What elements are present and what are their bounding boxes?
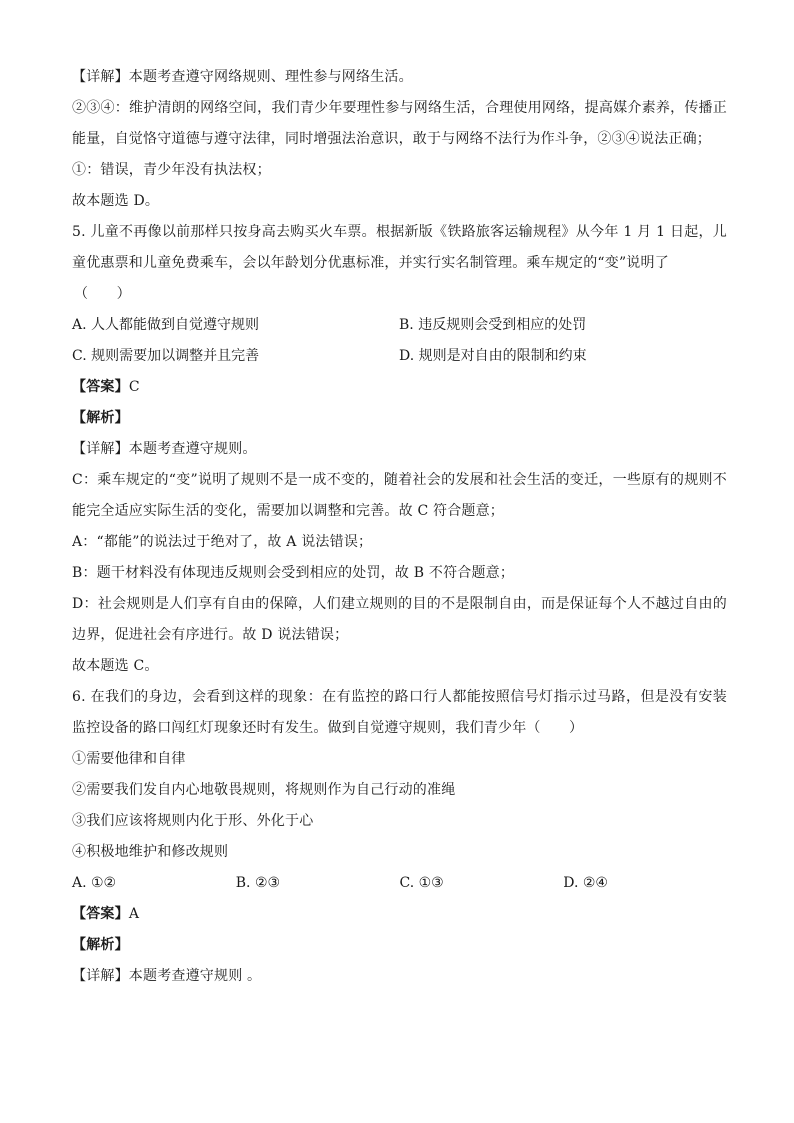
q4-analysis-para2: ①：错误，青少年没有执法权； <box>72 162 271 178</box>
q5-analysis-b: B：题干材料没有体现违反规则会受到相应的处罚，故 B 不符合题意； <box>72 565 515 581</box>
q5-option-b: B. 违反规则会受到相应的处罚 <box>399 317 587 333</box>
q6-analysis-heading <box>72 930 727 961</box>
q6-option-c: C. ①③ <box>399 875 444 891</box>
q5-option-a: A. 人人都能做到自觉遵守规则 <box>72 317 260 333</box>
q6-detail: 【详解】本题考查遵守规则 。 <box>72 968 262 984</box>
q5-conclusion: 故本题选 C。 <box>72 658 159 674</box>
q5-answer-blank: （ ） <box>74 286 131 302</box>
document-page <box>72 62 727 992</box>
q6-answer-tag: 【答案】 <box>72 906 129 922</box>
q6-stem: 6. 在我们的身边，会看到这样的现象：在有监控的路口行人都能按照信号灯指示过马路，但是没有安装监控设备的路口闯红灯现象还时有发生。做到自觉遵守规则，我们青少年（ ） <box>72 689 727 736</box>
q5-options-row-2 <box>72 341 727 372</box>
q5-analysis-heading <box>72 403 727 434</box>
q4-analysis-para1: ②③④：维护清朗的网络空间，我们青少年要理性参与网络生活，合理使用网络，提高媒介素养，传播正能量，自觉恪守道德与遵守法律，同时增强法治意识，敢于与网络不法行为作斗争，②③④说法正确； <box>72 100 727 147</box>
q5-blank <box>72 279 727 310</box>
q6-item-4: ④积极地维护和修改规则 <box>72 844 229 860</box>
q5-options-row-1 <box>72 310 727 341</box>
q6-item-3: ③我们应该将规则内化于形、外化于心 <box>72 813 314 829</box>
q6-item-1: ①需要他律和自律 <box>72 751 186 767</box>
q6-answer <box>72 899 727 930</box>
q4-conclusion: 故本题选 D。 <box>72 193 160 209</box>
q6-answer-value: A <box>128 906 140 922</box>
q5-stem: 5. 儿童不再像以前那样只按身高去购买火车票。根据新版《铁路旅客运输规程》从今年 1 月 1 日起，儿童优惠票和儿童免费乘车，会以年龄划分优惠标准，并实行实名制管理。乘车规定的“变”说明了 <box>72 224 727 271</box>
q5-option-d: D. 规则是对自由的限制和约束 <box>399 348 587 364</box>
q6-options-row <box>72 868 727 899</box>
q6-option-a: A. ①② <box>72 875 117 891</box>
q5-analysis-tag: 【解析】 <box>72 410 129 426</box>
q5-option-c: C. 规则需要加以调整并且完善 <box>72 348 260 364</box>
q5-detail: 【详解】本题考查遵守规则。 <box>72 441 257 457</box>
q6-item-2: ②需要我们发自内心地敬畏规则，将规则作为自己行动的准绳 <box>72 782 456 798</box>
q5-analysis-d: D：社会规则是人们享有自由的保障，人们建立规则的目的不是限制自由，而是保证每个人不越过自由的边界，促进社会有序进行。故 D 说法错误； <box>72 596 727 643</box>
q6-option-d: D. ②④ <box>563 875 608 891</box>
q5-answer <box>72 372 727 403</box>
q4-detail: 【详解】本题考查遵守网络规则、理性参与网络生活。 <box>72 69 413 85</box>
q5-answer-tag: 【答案】 <box>72 379 129 395</box>
q6-analysis-tag: 【解析】 <box>72 937 129 953</box>
q5-analysis-a: A：“都能”的说法过于绝对了，故 A 说法错误； <box>72 534 373 550</box>
q5-analysis-c: C：乘车规定的“变”说明了规则不是一成不变的，随着社会的发展和社会生活的变迁，一些原有的规则不能完全适应实际生活的变化，需要加以调整和完善。故 C 符合题意； <box>72 472 727 519</box>
q5-answer-value: C <box>128 379 140 395</box>
q6-option-b: B. ②③ <box>235 875 281 891</box>
